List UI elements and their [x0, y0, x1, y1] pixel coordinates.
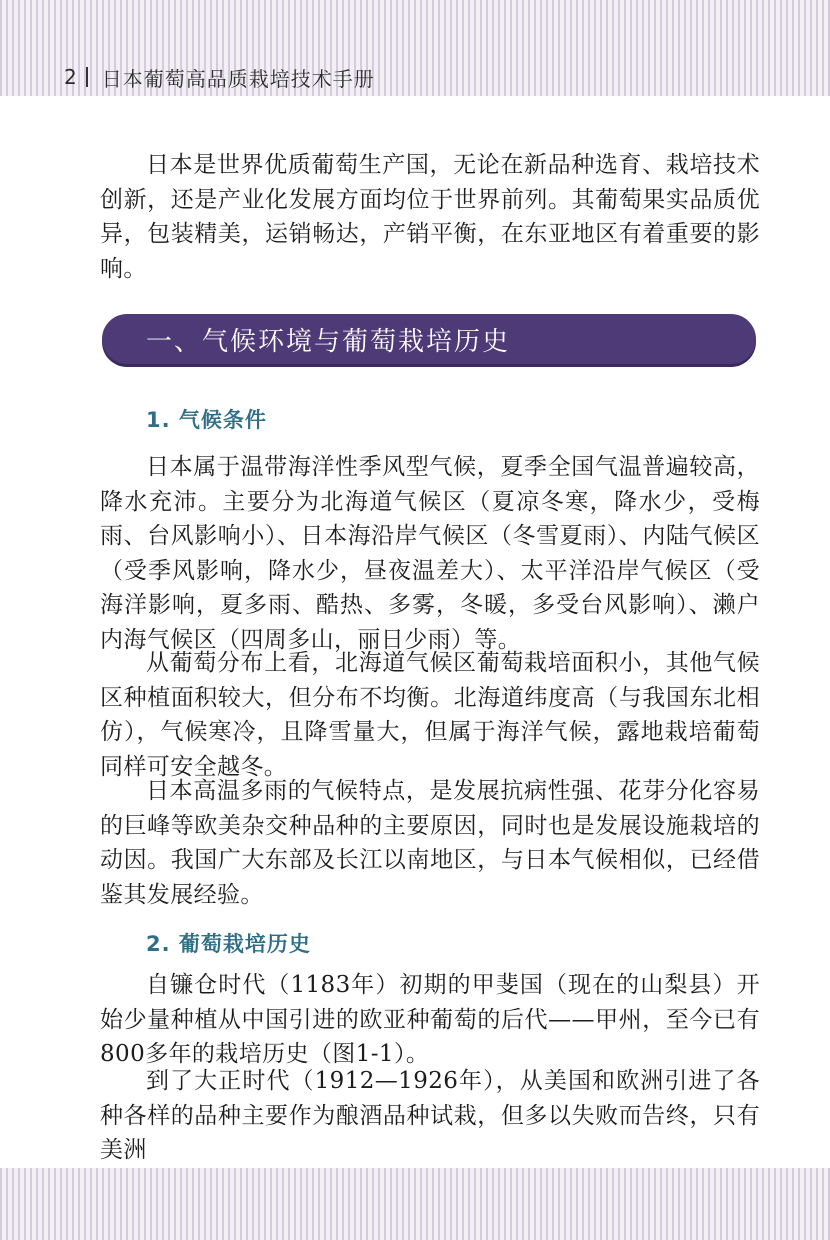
climate-paragraph-2: 从葡萄分布上看，北海道气候区葡萄栽培面积小，其他气候区种植面积较大，但分布不均衡。北海道纬度高（与我国东北相仿），气候寒冷，且降雪量大，但属于海洋气候，露地栽培葡萄同样可安全越冬。	[100, 650, 760, 780]
subsection-heading-climate: 1. 气候条件	[146, 408, 267, 432]
header-divider	[86, 67, 88, 87]
climate-paragraph-3: 日本高温多雨的气候特点，是发展抗病性强、花芽分化容易的巨峰等欧美杂交种品种的主要原因，同时也是发展设施栽培的动因。我国广大东部及长江以南地区，与日本气候相似，已经借鉴其发展经验。	[100, 778, 760, 908]
book-title: 日本葡萄高品质栽培技术手册	[101, 66, 375, 91]
subsection-heading-history: 2. 葡萄栽培历史	[146, 932, 311, 956]
footer-band	[0, 1168, 830, 1240]
page-number: 2	[64, 65, 78, 89]
section-title: 一、气候环境与葡萄栽培历史	[146, 326, 511, 357]
section-title-banner	[102, 314, 756, 364]
running-head	[64, 62, 375, 92]
history-paragraph-1: 自镰仓时代（1183年）初期的甲斐国（现在的山梨县）开始少量种植从中国引进的欧亚种葡萄的后代——甲州，至今已有800多年的栽培历史（图1-1）。	[100, 972, 760, 1067]
history-paragraph-2: 到了大正时代（1912—1926年），从美国和欧洲引进了各种各样的品种主要作为酿酒品种试栽，但多以失败而告终，只有美洲	[100, 1068, 760, 1163]
intro-paragraph: 日本是世界优质葡萄生产国，无论在新品种选育、栽培技术创新，还是产业化发展方面均位于世界前列。其葡萄果实品质优异，包装精美，运销畅达，产销平衡，在东亚地区有着重要的影响。	[100, 152, 760, 282]
climate-paragraph-1: 日本属于温带海洋性季风型气候，夏季全国气温普遍较高，降水充沛。主要分为北海道气候区（夏凉冬寒，降水少，受梅雨、台风影响小）、日本海沿岸气候区（冬雪夏雨）、内陆气候区（受季风影响，降水少，昼夜温差大）、太平洋沿岸气候区（受海洋影响，夏多雨、酷热、多雾，冬暖，多受台风影响）、濑户内海气候区（四周多山，丽日少雨）等。	[100, 454, 760, 653]
